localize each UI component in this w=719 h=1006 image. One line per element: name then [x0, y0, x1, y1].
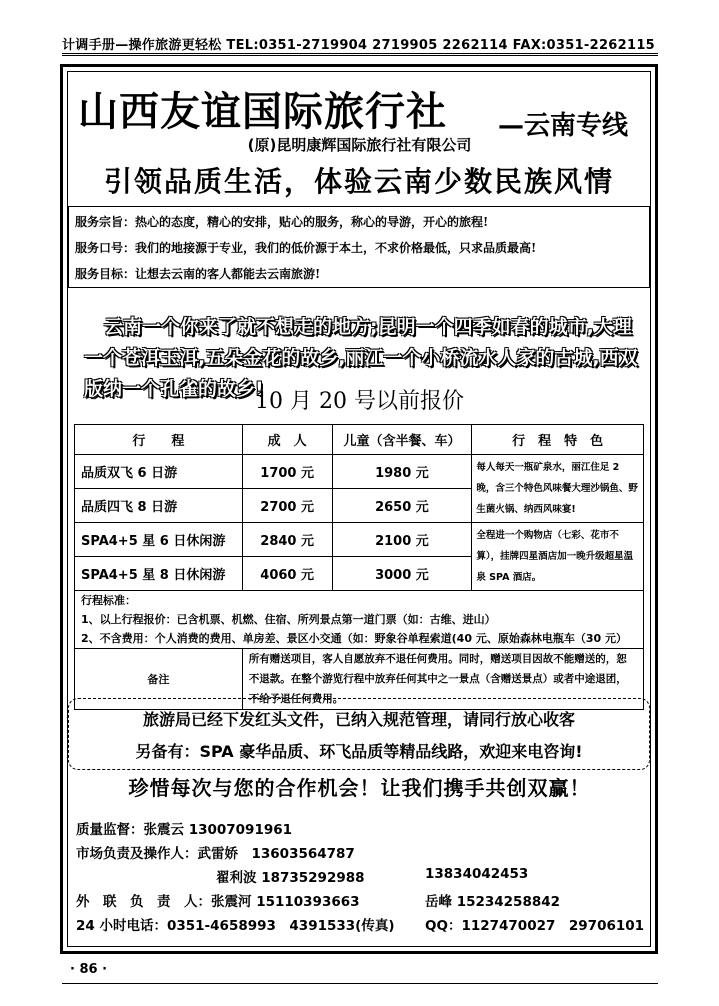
footer-rule: [62, 983, 658, 984]
child-price: 3000 元: [332, 557, 472, 591]
contact-market-2: 翟利波 18735292988: [216, 870, 365, 886]
price-table: [74, 424, 644, 710]
adult-price: 2840 元: [242, 523, 332, 557]
service-box: [68, 206, 650, 288]
line-subtitle: —云南专线: [498, 111, 629, 141]
route-name: 品质四飞 8 日游: [75, 489, 243, 523]
route-features: 全程进一个购物店（七彩、花市不算），挂牌四星酒店加一晚升级超星温泉 SPA 酒店。: [472, 523, 644, 591]
remark-text: 所有赠送项目，客人自愿放弃不退任何费用。同时，赠送项目因故不能赠送的，恕不退款。在整个游览行程中放弃任何其中之一景点（含赠送景点）或者中途退团，不给予退任何费用。: [242, 649, 643, 710]
table-header-row: [75, 425, 644, 455]
route-name: 品质双飞 6 日游: [75, 455, 243, 489]
service-purpose: 服务宗旨：热心的态度，精心的安排，贴心的服务，称心的导游，开心的旅程!: [75, 215, 489, 229]
remark-label: 备注: [75, 649, 243, 710]
service-motto: 服务口号：我们的地接源于专业，我们的低价源于本土，不求价格最低，只求品质最高!: [75, 241, 537, 255]
contact-liaison-2: 岳峰 15234258842: [425, 894, 561, 910]
header-child: 儿童（含半餐、车）: [332, 425, 472, 455]
route-name: SPA4+5 星 6 日休闲游: [75, 523, 243, 557]
route-features: 每人每天一瓶矿泉水，丽江住足 2 晚，含三个特色风味餐大理沙锅鱼、野生菌火锅、纳西风味宴!: [472, 455, 644, 523]
adult-price: 1700 元: [242, 455, 332, 489]
header-route: 行 程: [75, 425, 243, 455]
child-price: 2100 元: [332, 523, 472, 557]
company-name: (原)昆明康辉国际旅行社有限公司: [247, 136, 472, 154]
service-goal: 服务目标：让想去云南的客人都能去云南旅游!: [75, 267, 321, 281]
notice-premium-lines: 另备有：SPA 豪华品质、环飞品质等精品线路，欢迎来电咨询!: [135, 742, 583, 761]
adult-price: 2700 元: [242, 489, 332, 523]
contact-supervisor: 质量监督：张震云 13007091961: [76, 822, 293, 838]
note-excluded: 2、不含费用：个人消费的费用、单房差、景区小交通（如：野象谷单程索道(40 元、原始森林电瓶车（30 元）: [81, 632, 627, 645]
page-number: · 86 ·: [70, 962, 108, 977]
header-rule: [62, 53, 658, 56]
child-price: 1980 元: [332, 455, 472, 489]
contact-liaison: 外 联 负 责 人：张震河 15110393663: [76, 894, 360, 910]
price-title: 10 月 20 号以前报价: [255, 389, 464, 414]
contact-market-2-alt: 13834042453: [425, 866, 529, 882]
slogan: 引领品质生活，体验云南少数民族风情: [103, 165, 614, 198]
notes-row: [75, 591, 644, 649]
yunnan-intro: 云南一个你来了就不想走的地方;昆明一个四季如春的城市,大理一个苍洱玉洱,五朵金花的故乡,丽江一个小桥流水人家的古城,西双版纳一个孔雀的故乡!: [84, 316, 638, 400]
agency-title: 山西友谊国际旅行社: [78, 88, 447, 135]
notes-cell: [75, 591, 644, 649]
adult-price: 4060 元: [242, 557, 332, 591]
route-name: SPA4+5 星 8 日休闲游: [75, 557, 243, 591]
header-contact-line: 计调手册—操作旅游更轻松 TEL:0351-2719904 2719905 2262114 FAX:0351-2262115: [62, 38, 656, 53]
table-row: [75, 455, 644, 489]
header-adult: 成 人: [242, 425, 332, 455]
contact-hotline: 24 小时电话：0351-4658993 4391533(传真): [76, 918, 395, 934]
header-features: 行 程 特 色: [472, 425, 644, 455]
note-included: 1、以上行程报价：已含机票、机燃、住宿、所列景点第一道门票（如：古维、进山）: [81, 613, 496, 626]
notice-box: [68, 698, 650, 770]
contact-qq: QQ：1127470027 29706101: [425, 918, 645, 934]
cooperation-slogan: 珍惜每次与您的合作机会！让我们携手共创双赢！: [128, 776, 591, 800]
contact-market: 市场负责及操作人：武雷娇 13603564787: [76, 846, 355, 862]
child-price: 2650 元: [332, 489, 472, 523]
notes-heading: 行程标准：: [81, 594, 136, 607]
notice-regulation: 旅游局已经下发红头文件，已纳入规范管理，请同行放心收客: [142, 710, 575, 729]
table-row: [75, 523, 644, 557]
